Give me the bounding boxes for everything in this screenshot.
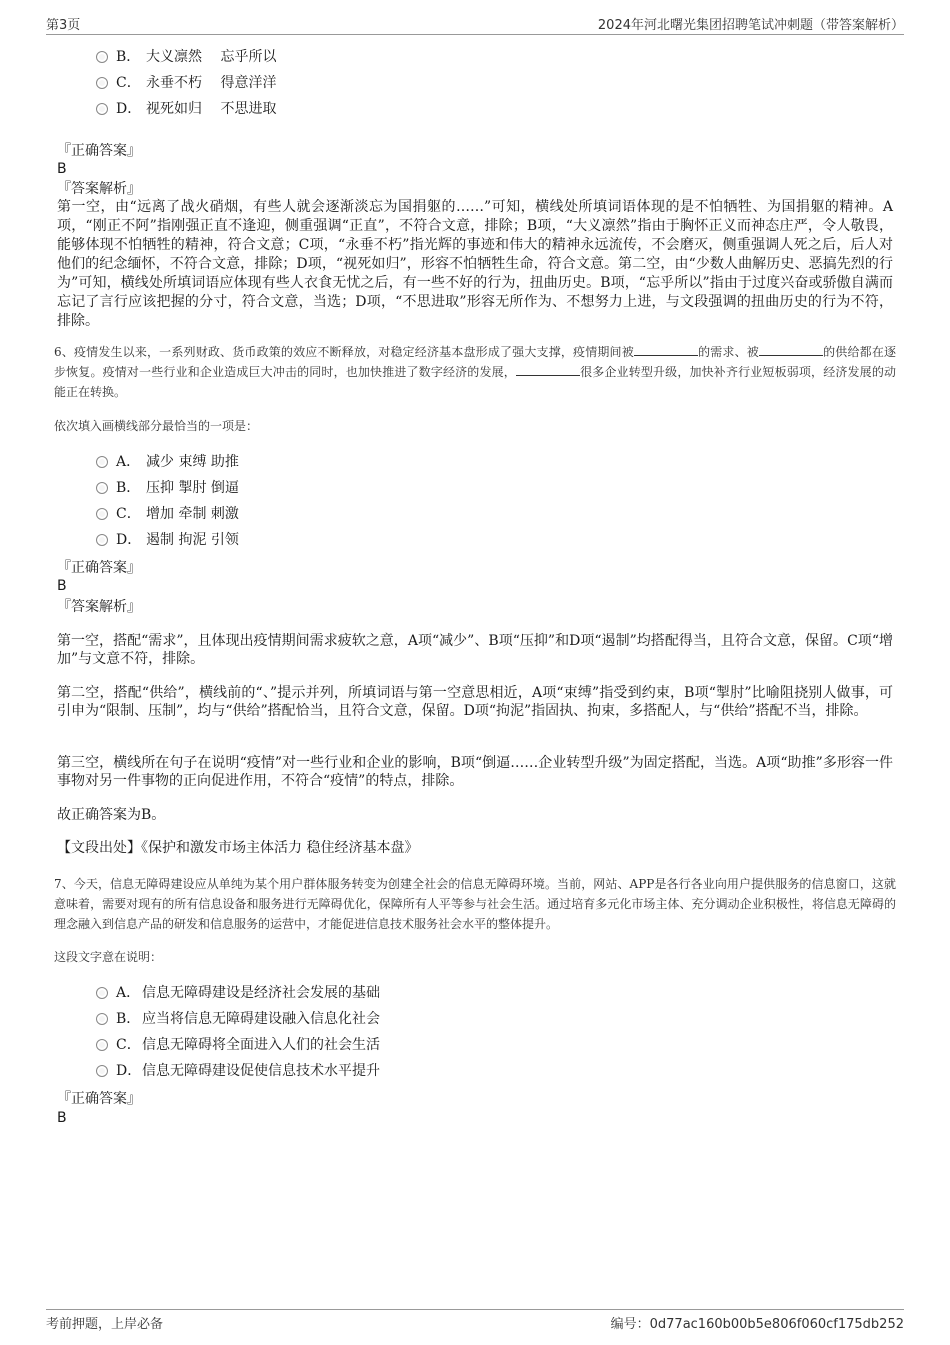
q7-stem: 7、今天，信息无障碍建设应从单纯为某个用户群体服务转变为创建全社会的信息无障碍环境。当前，网站、APP是各行各业向用户提供服务的信息窗口，这就意味着，需要对现有的所有信息设备和服务进行无障碍优化，保障所有人平等参与社会生活。通过培育多元化市场主体、充分调动企业积极性，将信息无障碍的理念融入到信息产品的研发和信息服务的运营中，才能促进信息技术服务社会水平的整体提升。: [54, 877, 896, 931]
q6-option-d[interactable]: D． 遏制 拘泥 引领: [96, 529, 239, 551]
q5-analysis-label: 『答案解析』: [57, 181, 141, 197]
radio-icon[interactable]: [96, 103, 108, 115]
radio-icon[interactable]: [96, 1065, 108, 1077]
header-divider: [46, 34, 904, 35]
q6-analysis-p3: 第三空，横线所在句子在说明“疫情”对一些行业和企业的影响，B项“倒逼……企业转型升级”为固定搭配，当选。A项“助推”多形容一件事物对另一件事物的正向促进作用，不符合“疫情”的特点，排除。: [57, 755, 893, 789]
document-title: 2024年河北曙光集团招聘笔试冲刺题（带答案解析）: [597, 18, 904, 33]
q6-stem: 6、疫情发生以来，一系列财政、货币政策的效应不断释放，对稳定经济基本盘形成了强大支撑，疫情期间被 的需求、被 的供给都在逐步恢复。疫情对一些行业和企业造成巨大冲击的同时，也加快推进了数字经济的发展， 很多企业转型升级，加快补齐行业短板弱项，经济发展的动能正在转换。: [54, 345, 896, 399]
q7-answer-label: 『正确答案』: [57, 1091, 141, 1107]
radio-icon[interactable]: [96, 508, 108, 520]
radio-icon[interactable]: [96, 1013, 108, 1025]
footer-slogan: 考前押题，上岸必备: [46, 1317, 164, 1332]
blank-3: [516, 363, 580, 376]
radio-icon[interactable]: [96, 482, 108, 494]
q5-answer: B: [57, 161, 67, 177]
q6-answer-label: 『正确答案』: [57, 560, 141, 576]
q6-answer: B: [57, 578, 67, 594]
q7-option-b[interactable]: B． 应当将信息无障碍建设融入信息化社会: [96, 1008, 380, 1030]
blank-1: [634, 343, 698, 356]
q7-option-d[interactable]: D． 信息无障碍建设促使信息技术水平提升: [96, 1060, 380, 1082]
q6-prompt: 依次填入画横线部分最恰当的一项是：: [54, 419, 259, 433]
q5-option-c[interactable]: C． 永垂不朽 得意洋洋: [96, 72, 276, 94]
radio-icon[interactable]: [96, 534, 108, 546]
radio-icon[interactable]: [96, 51, 108, 63]
blank-2: [759, 343, 823, 356]
footer-divider: [46, 1309, 904, 1310]
radio-icon[interactable]: [96, 456, 108, 468]
q6-analysis-p2: 第二空，搭配“供给”，横线前的“、”提示并列，所填词语与第一空意思相近，A项“束缚”指受到约束，B项“掣肘”比喻阻挠别人做事，可引申为“限制、压制”，均与“供给”搭配恰当，且符合文意，保留。D项“拘泥”指固执、拘束，多搭配人，与“供给”搭配不当，排除。: [57, 685, 893, 719]
q6-option-c[interactable]: C． 增加 牵制 刺激: [96, 503, 239, 525]
q6-source: 【文段出处】《保护和激发市场主体活力 稳住经济基本盘》: [57, 840, 419, 856]
radio-icon[interactable]: [96, 77, 108, 89]
q5-option-b[interactable]: B． 大义凛然 忘乎所以: [96, 46, 276, 68]
radio-icon[interactable]: [96, 1039, 108, 1051]
q5-analysis: 第一空，由“远离了战火硝烟，有些人就会逐渐淡忘为国捐躯的……”可知，横线处所填词语体现的是不怕牺牲、为国捐躯的精神。A项，“刚正不阿”指刚强正直不逢迎，侧重强调“正直”，不符合文意，排除；B项，“大义凛然”指由于胸怀正义而神态庄严，令人敬畏，能够体现不怕牺牲的精神，符合文意；C项，“永垂不朽”指光辉的事迹和伟大的精神永远流传，不会磨灭，侧重强调人死之后，后人对他们的纪念缅怀，不符合文意，排除；D项，“视死如归”，形容不怕牺牲生命，符合文意。第二空，由“少数人曲解历史、恶搞先烈的行为”可知，横线处所填词语应体现有些人衣食无忧之后，有一些不好的行为，扭曲历史。B项，“忘乎所以”指由于过度兴奋或骄傲自满而忘记了言行应该把握的分寸，符合文意，当选；D项，“不思进取”形容无所作为、不想努力上进，与文段强调的扭曲历史的行为不符，排除。: [57, 199, 893, 329]
q7-option-c[interactable]: C． 信息无障碍将全面进入人们的社会生活: [96, 1034, 380, 1056]
q7-option-a[interactable]: A． 信息无障碍建设是经济社会发展的基础: [96, 982, 380, 1004]
page-header: [46, 14, 904, 34]
page-number: 第3页: [46, 18, 81, 33]
q7-prompt: 这段文字意在说明：: [54, 950, 163, 964]
page-footer: [46, 1313, 904, 1333]
document-id: 编号：0d77ac160b00b5e806f060cf175db252: [610, 1317, 904, 1332]
q5-answer-label: 『正确答案』: [57, 143, 141, 159]
radio-icon[interactable]: [96, 987, 108, 999]
q5-option-d[interactable]: D． 视死如归 不思进取: [96, 98, 276, 120]
q7-answer: B: [57, 1110, 67, 1126]
q6-option-a[interactable]: A． 减少 束缚 助推: [96, 451, 239, 473]
q6-option-b[interactable]: B． 压抑 掣肘 倒逼: [96, 477, 239, 499]
q6-analysis-label: 『答案解析』: [57, 599, 141, 615]
q6-analysis-p4: 故正确答案为B。: [57, 807, 166, 823]
q6-analysis-p1: 第一空，搭配“需求”，且体现出疫情期间需求疲软之意，A项“减少”、B项“压抑”和D项“遏制”均搭配得当，且符合文意，保留。C项“增加”与文意不符，排除。: [57, 633, 893, 667]
